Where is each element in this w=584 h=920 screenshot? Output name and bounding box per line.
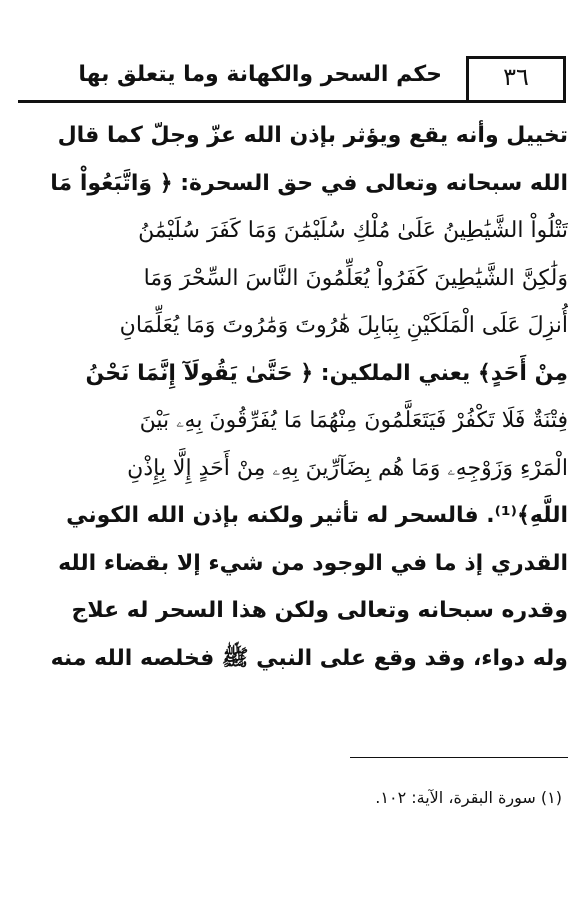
body-line: اللَّهِ﴾⁽¹⁾. فالسحر له تأثير ولكنه بإذن الله الكوني xyxy=(66,503,568,528)
page-number: ٣٦ xyxy=(503,63,529,91)
quran-line: وَلَٰكِنَّ الشَّيَٰطِينَ كَفَرُواْ يُعَلِّمُونَ النَّاسَ السِّحْرَ وَمَا xyxy=(143,265,568,291)
header-title: حكم السحر والكهانة وما يتعلق بها xyxy=(78,62,442,87)
body-line: وله دواء، وقد وقع على النبي ﷺ فخلصه الله منه xyxy=(50,645,568,671)
body-text xyxy=(22,112,568,682)
body-line: القدري إذ ما في الوجود من شيء إلا بقضاء الله xyxy=(58,550,568,576)
footnote-divider xyxy=(350,757,568,758)
body-line: مِنْ أَحَدٍ﴾ يعني الملكين: ﴿ حَتَّىٰ يَقُولَآ إِنَّمَا نَحْنُ xyxy=(85,360,568,386)
quran-line: أُنزِلَ عَلَى الْمَلَكَيْنِ بِبَابِلَ هَٰرُوتَ وَمَٰرُوتَ وَمَا يُعَلِّمَانِ xyxy=(119,313,568,338)
page-number-box xyxy=(466,56,566,100)
quran-line: فِتْنَةٌ فَلَا تَكْفُرْ فَيَتَعَلَّمُونَ مِنْهُمَا مَا يُفَرِّقُونَ بِهِۦ بَيْنَ xyxy=(139,408,568,433)
body-line: الله سبحانه وتعالى في حق السحرة: ﴿ وَاتَّبَعُواْ مَا xyxy=(50,170,568,196)
quran-line: تَتْلُواْ الشَّيَٰطِينُ عَلَىٰ مُلْكِ سُلَيْمَٰنَ وَمَا كَفَرَ سُلَيْمَٰنُ xyxy=(138,218,568,243)
running-header xyxy=(18,56,566,103)
footnote: (١) سورة البقرة، الآية: ١٠٢. xyxy=(375,788,562,807)
body-line: وقدره سبحانه وتعالى ولكن هذا السحر له علاج xyxy=(71,598,568,623)
quran-line: الْمَرْءِ وَزَوْجِهِۦ وَمَا هُم بِضَآرِّينَ بِهِۦ مِنْ أَحَدٍ إِلَّا بِإِذْنِ xyxy=(127,455,568,481)
body-line: تخييل وأنه يقع ويؤثر بإذن الله عزّ وجلّ كما قال xyxy=(57,123,568,148)
